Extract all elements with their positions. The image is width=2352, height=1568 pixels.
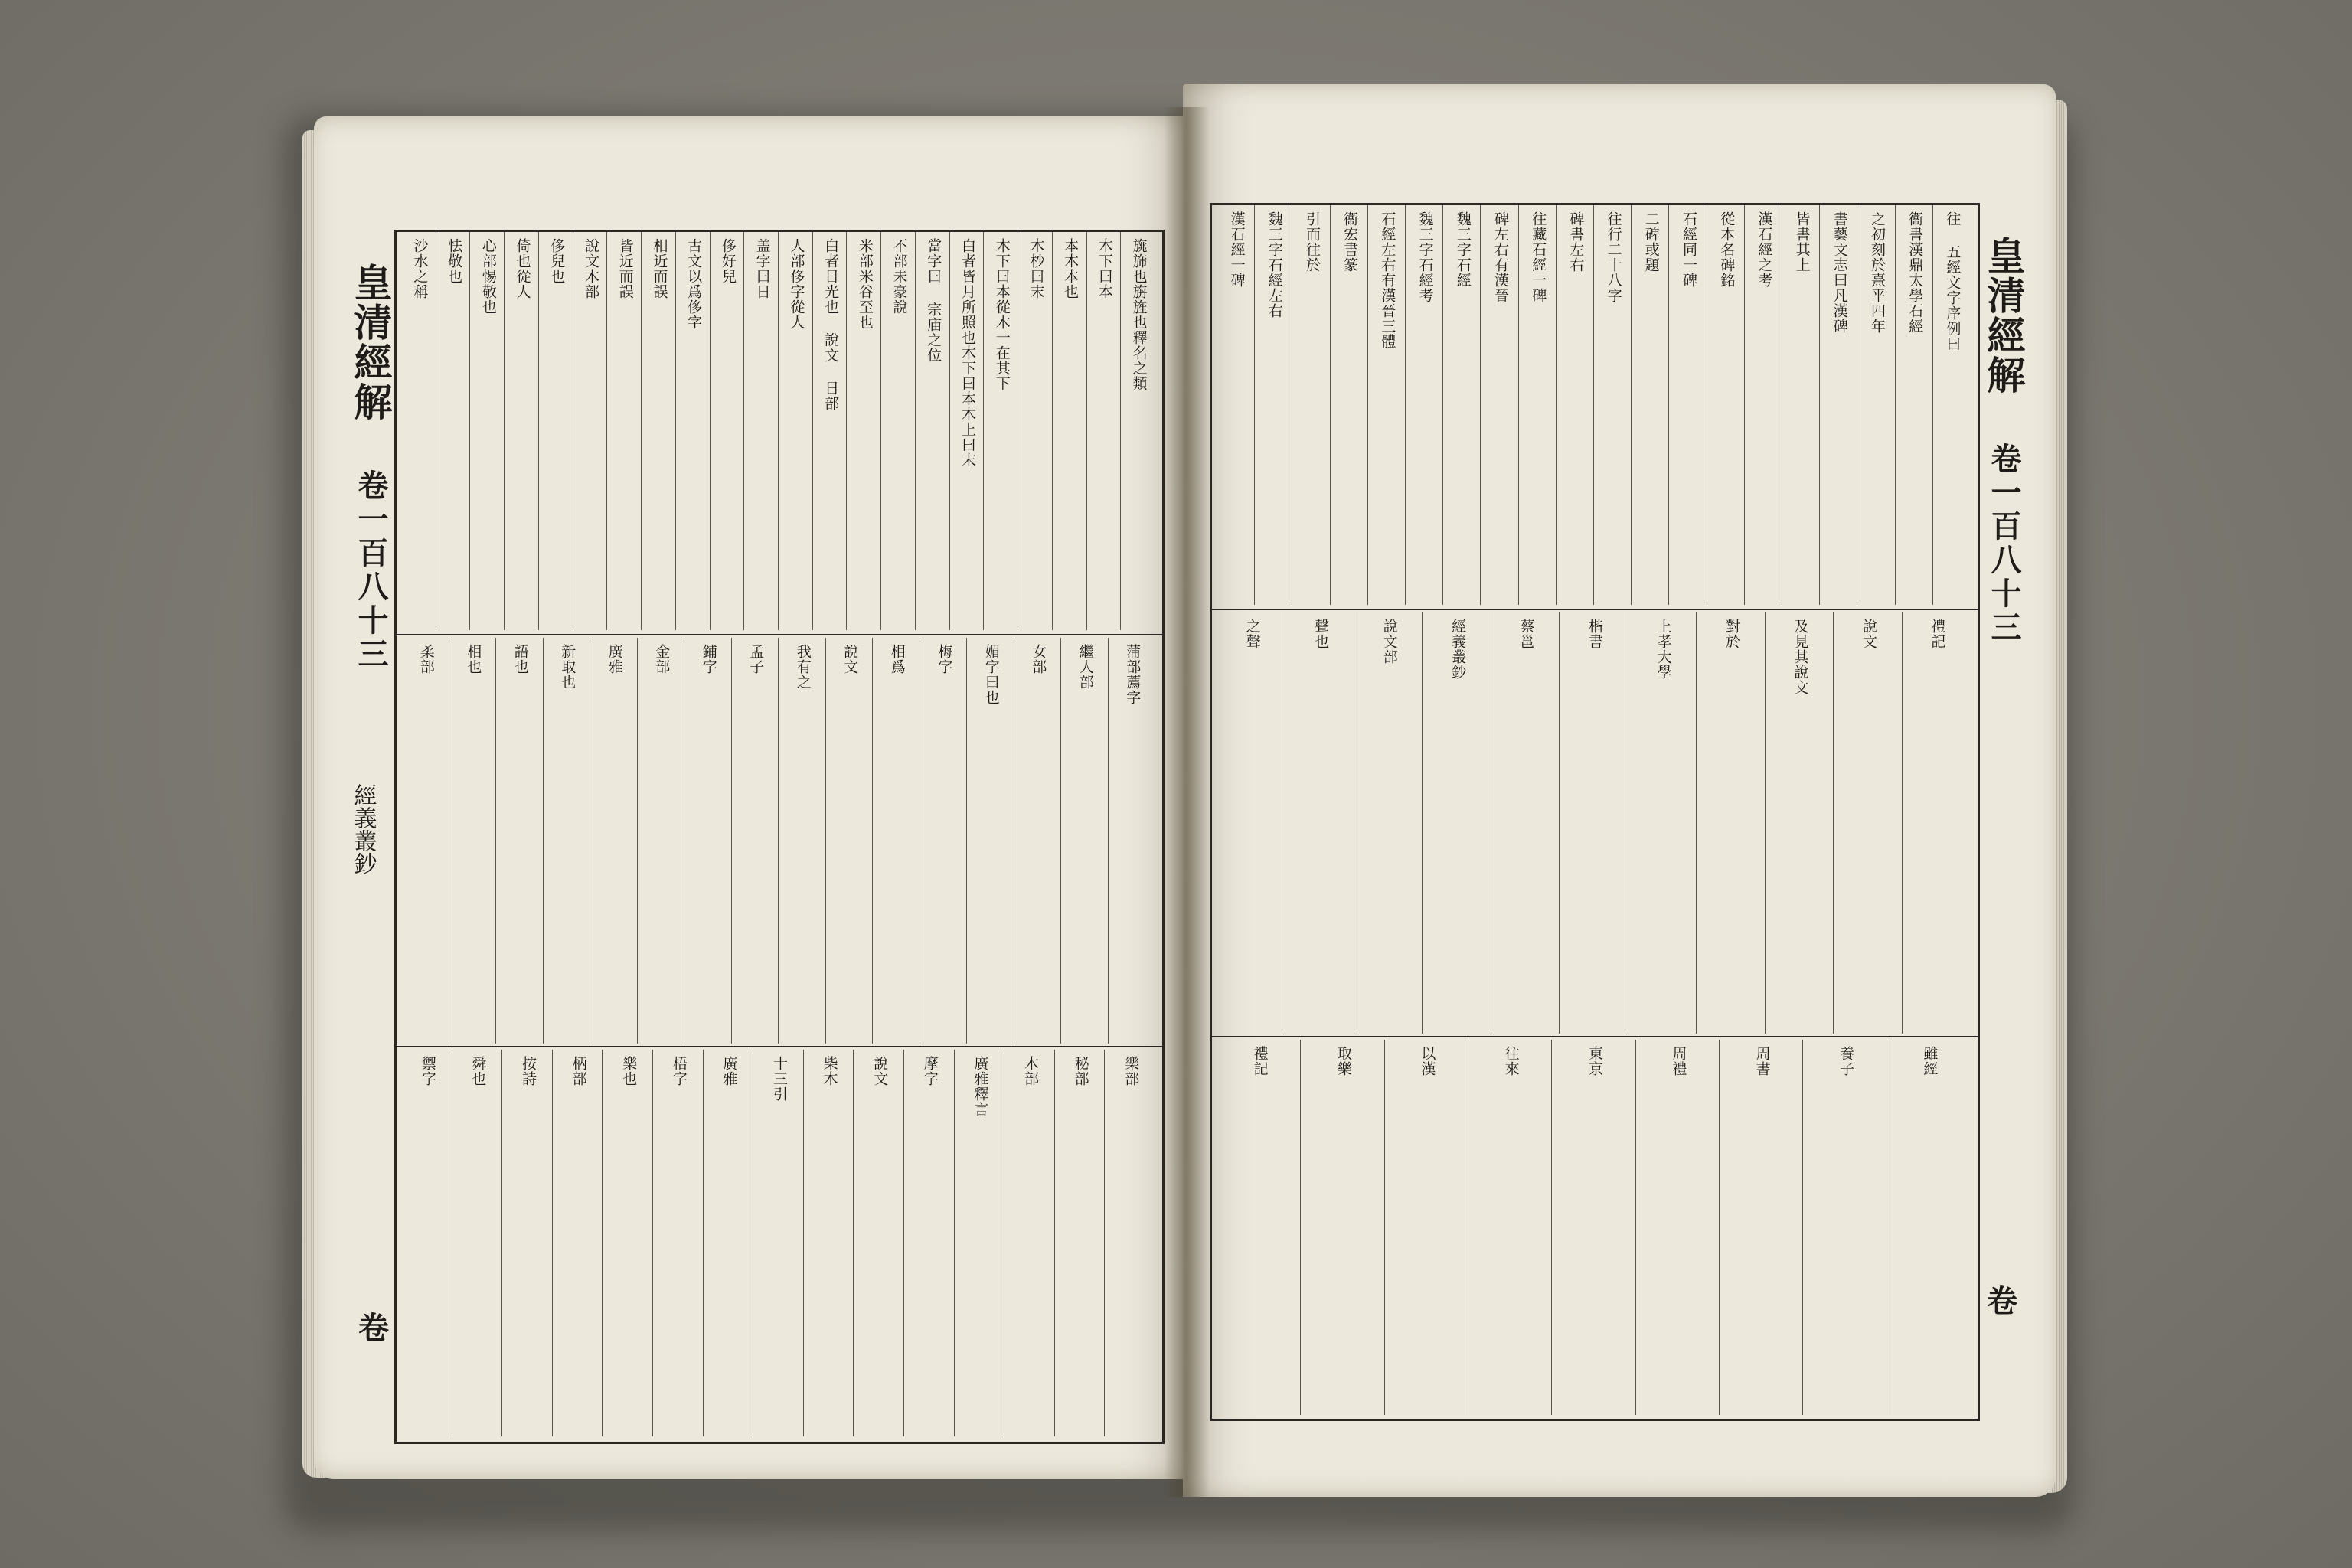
column-rule <box>1054 1050 1055 1436</box>
column-rule <box>606 232 607 630</box>
column-rule <box>872 638 873 1044</box>
column-rule <box>1120 232 1121 630</box>
text-column: 楷書 <box>1586 619 1603 649</box>
text-column: 孟子 <box>747 644 765 675</box>
text-column: 侈兒也 <box>548 238 566 284</box>
text-column: 雖經 <box>1921 1046 1939 1076</box>
column-rule <box>1300 1040 1301 1415</box>
column-rule <box>1902 612 1903 1034</box>
text-column: 相也 <box>465 644 482 675</box>
text-column: 魏三字石經考 <box>1416 211 1434 303</box>
text-column: 本木本也 <box>1062 238 1080 299</box>
text-column: 梧字 <box>670 1056 688 1086</box>
text-column: 柔部 <box>417 644 435 675</box>
left-header-volume: 卷一百八十三 <box>353 469 389 671</box>
text-column: 上孝大學 <box>1655 619 1672 680</box>
column-rule <box>778 232 779 630</box>
column-rule <box>1719 1040 1720 1415</box>
column-rule <box>949 232 950 630</box>
column-rule <box>1696 612 1697 1034</box>
left-band-divider-2 <box>397 1046 1162 1047</box>
column-rule <box>825 638 826 1044</box>
column-rule <box>954 1050 955 1436</box>
column-rule <box>1367 205 1368 605</box>
text-column: 秘部 <box>1072 1056 1089 1086</box>
text-column: 衞書漢鼎太學石經 <box>1906 211 1924 334</box>
text-column: 之聲 <box>1243 619 1261 649</box>
column-rule <box>803 1050 804 1436</box>
text-column: 蔡邕 <box>1517 619 1535 649</box>
text-column: 相近而誤 <box>651 238 668 299</box>
text-column: 石經左右有漢晉三體 <box>1379 211 1396 349</box>
text-column: 說文 <box>841 644 859 675</box>
text-column: 二碑或題 <box>1642 211 1660 273</box>
text-column: 之初刻於熹平四年 <box>1869 211 1886 334</box>
text-column: 說文 <box>871 1056 889 1086</box>
text-column: 木部 <box>1022 1056 1039 1086</box>
column-rule <box>1631 205 1632 605</box>
text-column: 摩字 <box>921 1056 939 1086</box>
column-rule <box>846 232 847 630</box>
column-rule <box>602 1050 603 1436</box>
left-band-divider-1 <box>397 634 1162 635</box>
right-band-divider-1 <box>1212 609 1978 610</box>
left-header-sub: 經義叢鈔 <box>349 783 377 875</box>
text-column: 禮記 <box>1929 619 1946 649</box>
column-rule <box>1802 1040 1803 1415</box>
column-rule <box>641 232 642 630</box>
right-band-divider-2 <box>1212 1036 1978 1037</box>
column-rule <box>1593 205 1594 605</box>
text-column: 廣雅 <box>606 644 623 675</box>
column-rule <box>731 638 732 1044</box>
left-band-bot <box>397 1050 1162 1436</box>
column-rule <box>853 1050 854 1436</box>
text-column: 說文 <box>1860 619 1877 649</box>
text-column: 舜也 <box>469 1056 487 1086</box>
text-column: 說文部 <box>1380 619 1398 665</box>
text-column: 侈好兒 <box>719 238 737 284</box>
text-column: 廣雅 <box>720 1056 738 1086</box>
text-column: 十三引 <box>771 1056 788 1102</box>
text-column: 往藏石經一碑 <box>1530 211 1547 303</box>
column-rule <box>1886 1040 1887 1415</box>
text-column: 取樂 <box>1335 1046 1352 1076</box>
book-gutter <box>1164 107 1210 1497</box>
left-header-title: 皇清經解 <box>348 263 394 422</box>
text-column: 衞宏書篆 <box>1341 211 1359 273</box>
text-column: 當字曰 宗庙之位 <box>925 238 942 363</box>
column-rule <box>1819 205 1820 605</box>
column-rule <box>983 232 984 630</box>
text-column: 碑書左右 <box>1567 211 1585 273</box>
text-column: 不部未豪說 <box>890 238 908 315</box>
column-rule <box>1668 205 1669 605</box>
text-column: 心部惕敬也 <box>479 238 497 315</box>
text-column: 木下曰本 <box>1096 238 1113 299</box>
column-rule <box>778 638 779 1044</box>
column-rule <box>1086 232 1087 630</box>
column-rule <box>552 1050 553 1436</box>
column-rule <box>1518 205 1519 605</box>
column-rule <box>1833 612 1834 1034</box>
text-column: 往來 <box>1502 1046 1520 1076</box>
column-rule <box>1556 205 1557 605</box>
column-rule <box>915 232 916 630</box>
text-column: 廣雅釋言 <box>972 1056 989 1117</box>
text-column: 說文木部 <box>583 238 599 299</box>
column-rule <box>1422 612 1423 1034</box>
text-column: 古文以爲侈字 <box>685 238 703 330</box>
left-band-mid <box>397 638 1162 1044</box>
text-column: 對於 <box>1723 619 1740 649</box>
left-folio: 卷 <box>358 1310 389 1346</box>
column-rule <box>903 1050 904 1436</box>
text-column: 及見其說文 <box>1792 619 1809 695</box>
column-rule <box>1254 205 1255 605</box>
column-rule <box>1108 638 1109 1044</box>
column-rule <box>469 232 470 630</box>
text-column: 樂也 <box>620 1056 638 1086</box>
text-column: 木下曰本從木一在其下 <box>993 238 1011 391</box>
text-column: 禦字 <box>419 1056 436 1086</box>
left-page-frame <box>348 230 1165 1444</box>
text-column: 漢石經之考 <box>1756 211 1773 288</box>
text-column: 相爲 <box>888 644 906 675</box>
text-column: 從本名碑銘 <box>1718 211 1736 288</box>
column-rule <box>652 1050 653 1436</box>
text-column: 白者皆月所照也木下曰本木上曰末 <box>959 238 976 468</box>
right-header-title: 皇清經解 <box>1981 236 2027 395</box>
column-rule <box>637 638 638 1044</box>
text-column: 蒲部薦字 <box>1124 644 1142 705</box>
text-column: 怯敬也 <box>446 238 463 284</box>
column-rule <box>966 638 967 1044</box>
column-rule <box>543 638 544 1044</box>
column-rule <box>1104 1050 1105 1436</box>
text-column: 媚字曰也 <box>982 644 1000 705</box>
text-column: 經義叢鈔 <box>1449 619 1467 680</box>
column-rule <box>501 1050 502 1436</box>
text-column: 盖字曰日 <box>753 238 771 299</box>
text-column: 以漢 <box>1419 1046 1436 1076</box>
text-column: 女部 <box>1030 644 1047 675</box>
column-rule <box>1060 638 1061 1044</box>
right-band-mid <box>1212 612 1978 1034</box>
text-column: 梅字 <box>936 644 953 675</box>
text-column: 鋪字 <box>700 644 717 675</box>
text-column: 周書 <box>1753 1046 1771 1076</box>
right-band-bot <box>1212 1040 1978 1415</box>
right-band-top <box>1212 205 1978 605</box>
column-rule <box>743 232 744 630</box>
column-rule <box>703 1050 704 1436</box>
column-rule <box>1895 205 1896 605</box>
text-column: 石經同一碑 <box>1681 211 1697 288</box>
text-column: 往 五經文字序例曰 <box>1944 211 1962 351</box>
text-column: 沙水之稱 <box>411 238 429 299</box>
column-rule <box>1384 1040 1385 1415</box>
text-column: 繼人部 <box>1076 644 1094 690</box>
column-rule <box>812 232 813 630</box>
left-band-top <box>397 232 1162 630</box>
column-rule <box>504 232 505 630</box>
right-folio: 卷 <box>1987 1283 2017 1319</box>
text-column: 碑左右有漢晉 <box>1492 211 1509 303</box>
text-column: 引而往於 <box>1304 211 1321 273</box>
text-column: 書藝文志曰凡漢碑 <box>1831 211 1848 334</box>
column-rule <box>1932 205 1933 605</box>
right-page-frame <box>1210 203 2027 1421</box>
text-column: 周禮 <box>1670 1046 1687 1076</box>
column-rule <box>1635 1040 1636 1415</box>
text-column: 皆近而誤 <box>616 238 634 299</box>
column-rule <box>675 232 676 630</box>
column-rule <box>538 232 539 630</box>
text-column: 旐旆也旃旌也釋名之類 <box>1130 238 1148 391</box>
text-column: 漢石經一碑 <box>1228 211 1246 288</box>
text-column: 皆書其上 <box>1793 211 1811 273</box>
column-rule <box>1559 612 1560 1034</box>
text-column: 聲也 <box>1312 619 1330 649</box>
text-column: 金部 <box>653 644 671 675</box>
right-header-strip <box>1978 205 2027 1419</box>
column-rule <box>1405 205 1406 605</box>
text-column: 禮記 <box>1251 1046 1269 1076</box>
text-column: 魏三字石經 <box>1454 211 1472 288</box>
text-column: 木杪曰末 <box>1027 238 1045 299</box>
text-column: 樂部 <box>1122 1056 1140 1086</box>
text-column: 養子 <box>1838 1046 1854 1076</box>
text-column: 倚也從人 <box>514 238 531 299</box>
text-column: 按詩 <box>520 1056 537 1086</box>
text-column: 白者日光也 說文 日部 <box>822 238 840 411</box>
text-column: 東京 <box>1586 1046 1603 1076</box>
column-rule <box>1330 205 1331 605</box>
column-rule <box>1442 205 1443 605</box>
column-rule <box>880 232 881 630</box>
text-column: 人部侈字從人 <box>788 238 805 330</box>
column-rule <box>495 638 496 1044</box>
column-rule <box>1765 612 1766 1034</box>
text-column: 新取也 <box>559 644 577 690</box>
text-column: 往行二十八字 <box>1605 211 1622 303</box>
column-rule <box>1551 1040 1552 1415</box>
text-column: 語也 <box>511 644 529 675</box>
text-column: 柄部 <box>570 1056 587 1086</box>
column-rule <box>1052 232 1053 630</box>
right-header-volume: 卷一百八十三 <box>1986 443 2022 645</box>
text-column: 米部米谷至也 <box>856 238 874 330</box>
column-rule <box>1480 205 1481 605</box>
text-column: 柴木 <box>821 1056 838 1086</box>
text-column: 魏三字石經左右 <box>1266 211 1283 318</box>
text-column: 我有之 <box>794 644 812 690</box>
column-rule <box>1744 205 1745 605</box>
